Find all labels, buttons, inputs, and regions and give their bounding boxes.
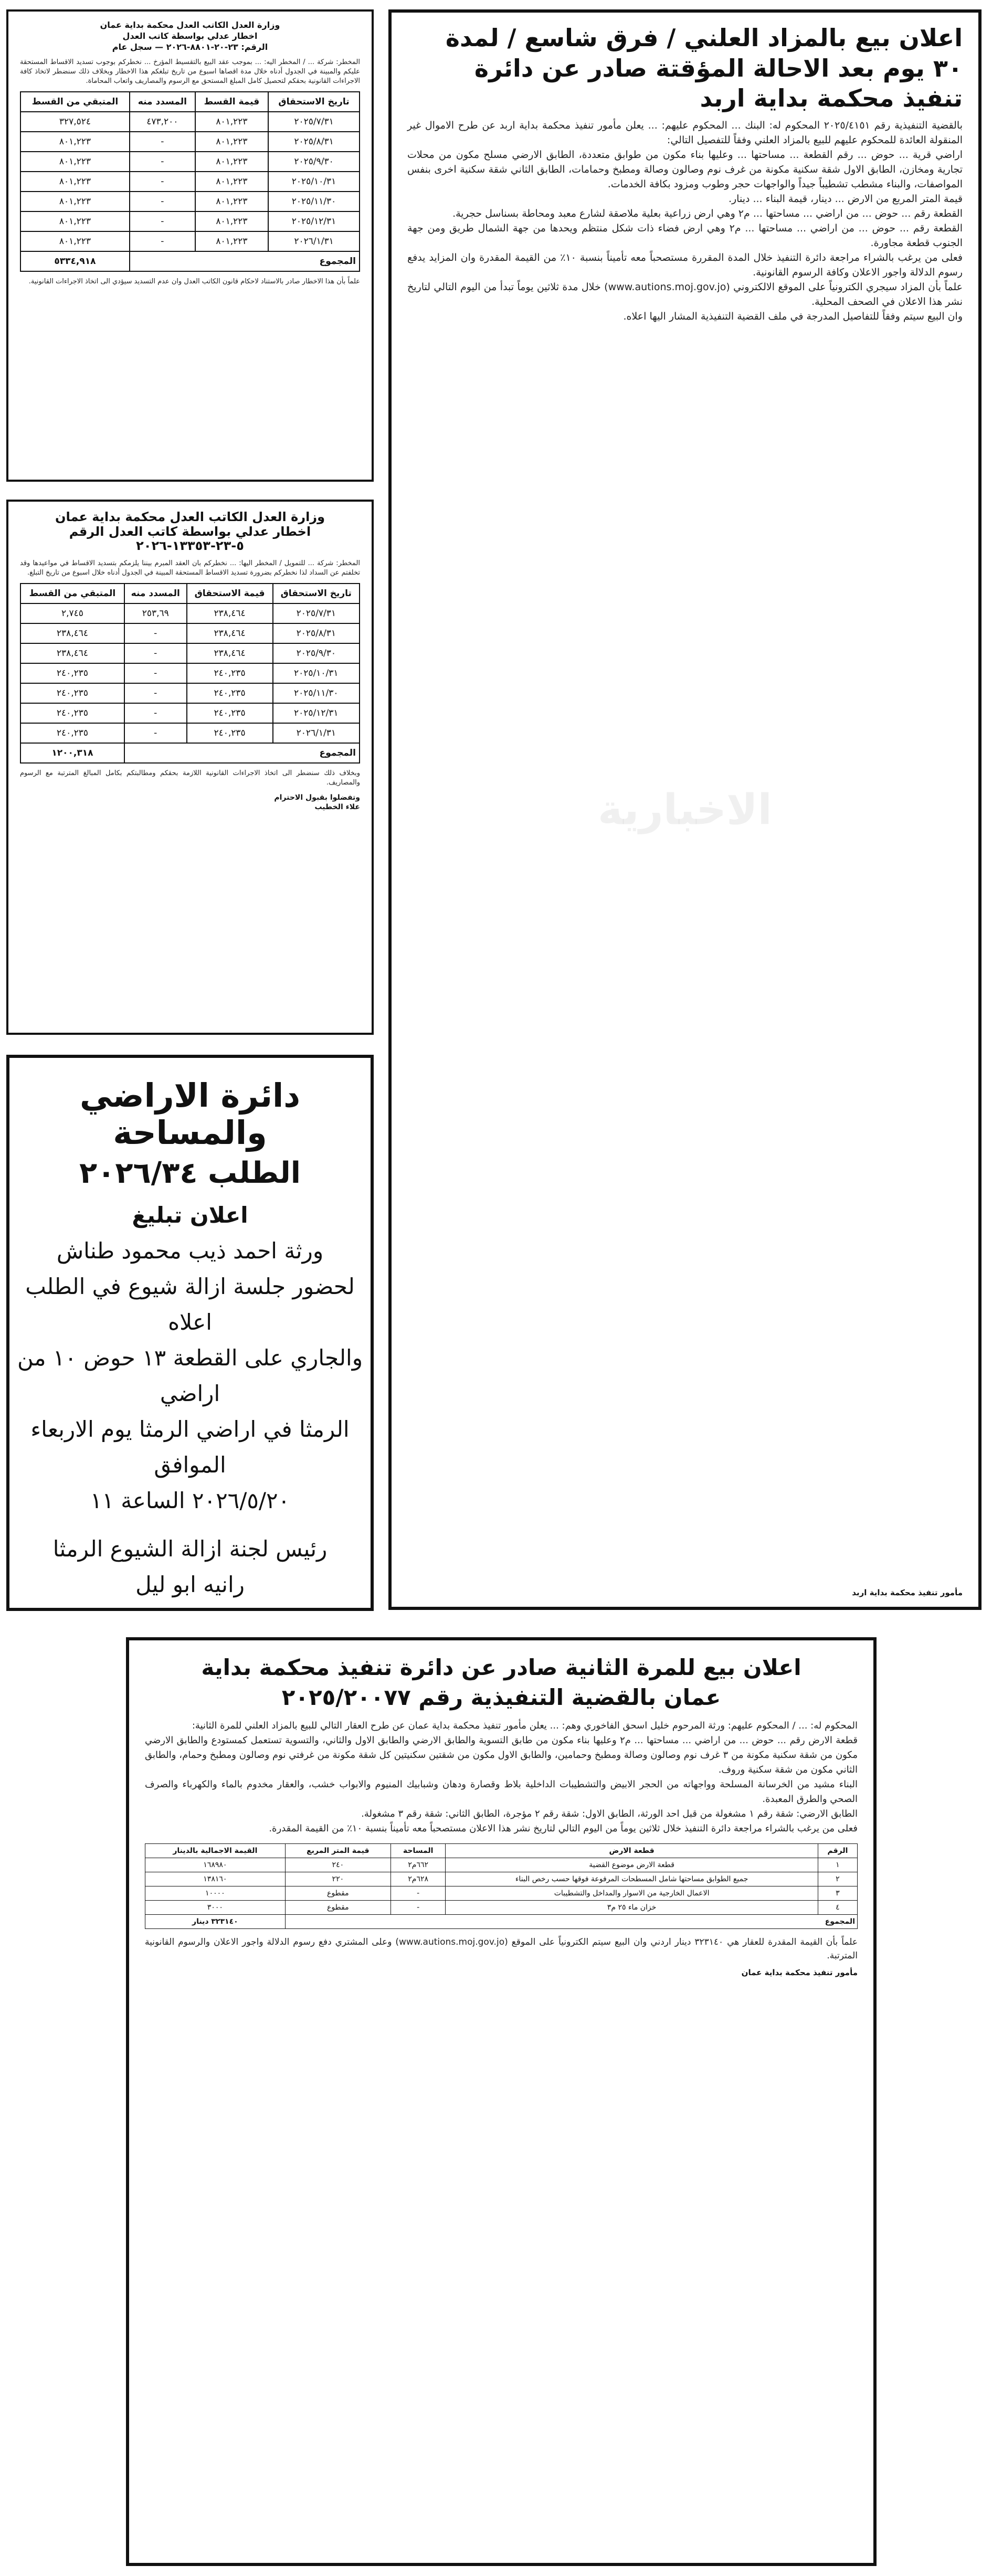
table-cell: ٣٠٠٠ <box>145 1901 286 1915</box>
table-cell: ١٦٨٩٨٠ <box>145 1858 286 1872</box>
table-total-row <box>20 743 360 763</box>
table-cell: ٢٣٨,٤٦٤ <box>187 603 273 623</box>
notary-mid-line-2: اخطار عدلي بواسطة كاتب العدل الرقم ٥-٢٣-١٣٣٥٣-٢٠٢٦ <box>69 524 311 554</box>
table-cell: ٢٠٢٥/٩/٣٠ <box>273 643 360 663</box>
table-cell: ٢٠٢٥/٨/٣١ <box>273 623 360 643</box>
watermark: الاخبارية <box>598 785 772 834</box>
land-department-notice <box>6 1055 374 1611</box>
notary-top-footer: علماً بأن هذا الاخطار صادر بالاستناد لاحكام قانون الكاتب العدل وان عدم التسديد سيؤدي الى اتخاذ الاجراءات القانونية. <box>28 278 360 286</box>
col-total-value: القيمة الاجمالية بالدينار <box>145 1844 286 1858</box>
land-line-7: رئيس لجنة ازالة الشيوع الرمثا <box>52 1535 328 1562</box>
table-cell: ٢٠٢٦/١/٣١ <box>273 723 360 743</box>
table-cell: ٢٠٢٥/١٠/٣١ <box>268 172 360 192</box>
table-cell: ٦٢٨م٢ <box>391 1872 445 1886</box>
table-row <box>145 1872 858 1886</box>
table-cell: ٢٠٢٥/١١/٣٠ <box>273 683 360 703</box>
headline-line-1: اعلان بيع بالمزاد العلني / فرق شاسع / لمدة <box>445 24 963 52</box>
table-cell: ٨٠١,٢٢٣ <box>20 192 130 211</box>
table-cell: ١٣٨١٦٠ <box>145 1872 286 1886</box>
table-row <box>145 1858 858 1872</box>
second-sale-notice <box>126 1637 877 2566</box>
table-cell: ٢٣٨,٤٦٤ <box>187 623 273 643</box>
second-sale-line-1: اعلان بيع للمرة الثانية صادر عن دائرة تنفيذ محكمة بداية <box>201 1655 801 1680</box>
table-cell: ٨٠١,٢٢٣ <box>195 211 268 231</box>
table-row <box>20 231 360 251</box>
table-row <box>20 172 360 192</box>
table-cell: مقطوع <box>285 1886 391 1901</box>
table-cell: ٤ <box>818 1901 857 1915</box>
table-cell: ٢٠٢٥/١٢/٣١ <box>273 703 360 723</box>
col-price-per-m2: قيمة المتر المربع <box>285 1844 391 1858</box>
table-cell: ٨٠١,٢٢٣ <box>195 192 268 211</box>
table-total-row <box>145 1915 858 1929</box>
col-number: الرقم <box>818 1844 857 1858</box>
table-cell: - <box>124 623 187 643</box>
table-cell: ٨٠١,٢٢٣ <box>20 152 130 172</box>
table-cell: ٤٧٣,٢٠٠ <box>130 112 195 132</box>
col-due-date: تاريخ الاستحقاق <box>273 584 360 603</box>
second-sale-headline <box>129 1640 873 1719</box>
table-row <box>20 192 360 211</box>
table-row <box>20 703 360 723</box>
table-cell: ٢٠٢٥/٩/٣٠ <box>268 152 360 172</box>
land-line-8: رانيه ابو ليل <box>135 1571 245 1597</box>
table-row <box>20 211 360 231</box>
table-cell: - <box>130 192 195 211</box>
table-cell: ٢٣٨,٤٦٤ <box>187 643 273 663</box>
notary-top-header <box>20 20 360 52</box>
table-cell: ٢٣٨,٤٦٤ <box>20 643 124 663</box>
land-line-6: ٢٠٢٦/٥/٢٠ الساعة ١١ <box>90 1487 290 1513</box>
table-cell: - <box>124 663 187 683</box>
table-cell: - <box>391 1886 445 1901</box>
table-row <box>20 623 360 643</box>
table-cell: - <box>130 172 195 192</box>
col-due-value: قيمة الاستحقاق <box>187 584 273 603</box>
total-value: ٥٣٣٤,٩١٨ <box>20 251 130 271</box>
land-line-2: ورثة احمد ذيب محمود طناش <box>56 1237 324 1264</box>
table-cell: ٢,٧٤٥ <box>20 603 124 623</box>
notary-top-table <box>20 91 360 272</box>
table-cell: ٨٠١,٢٢٣ <box>195 172 268 192</box>
table-cell: ٢٤٠,٢٣٥ <box>20 703 124 723</box>
table-cell: الاعمال الخارجية من الاسوار والمداخل والتشطيبات <box>446 1886 818 1901</box>
col-paid: المسدد منه <box>130 92 195 112</box>
table-header-row <box>145 1844 858 1858</box>
table-cell: خزان ماء ٢٥ م٣ <box>446 1901 818 1915</box>
table-row <box>20 112 360 132</box>
table-cell: ٢٠٢٥/٧/٣١ <box>273 603 360 623</box>
table-cell: ١ <box>818 1858 857 1872</box>
table-row <box>145 1901 858 1915</box>
second-sale-line-2: عمان بالقضية التنفيذية رقم ٢٠٢٥/٢٠٠٧٧ <box>281 1684 721 1710</box>
table-row <box>20 643 360 663</box>
table-cell: ٢٤٠,٢٣٥ <box>20 683 124 703</box>
notary-top-line-2: اخطار عدلي بواسطة كاتب العدل <box>122 30 258 41</box>
table-cell: ٢٣٨,٤٦٤ <box>20 623 124 643</box>
auction-headline <box>392 13 978 118</box>
table-row <box>145 1886 858 1901</box>
table-cell: - <box>124 723 187 743</box>
headline-line-2: ٣٠ يوم بعد الاحالة المؤقتة صادر عن دائرة <box>474 54 963 82</box>
land-line-5: الرمثا في اراضي الرمثا يوم الاربعاء الموافق <box>30 1416 350 1478</box>
table-cell: ٢٤٠,٢٣٥ <box>187 663 273 683</box>
table-cell: ٢٠٢٦/١/٣١ <box>268 231 360 251</box>
second-sale-after: علماً بأن القيمة المقدرة للعقار هي ٣٢٣١٤٠ دينار اردني وان البيع سيتم الكترونياً على الموقع (www.autions.moj.gov.jo) وعلى المشتري دفع رسوم الدلالة واجور الاعلان والرسوم القانونية المترتبة. <box>145 1937 858 1962</box>
table-cell: ٢٤٠,٢٣٥ <box>187 683 273 703</box>
notary-notice-top <box>6 9 374 482</box>
table-row <box>20 603 360 623</box>
notary-mid-signature: وتفضلوا بقبول الاحترام علاء الخطيب <box>274 793 360 811</box>
col-area: المساحة <box>391 1844 445 1858</box>
table-cell: ٣٢٧,٥٢٤ <box>20 112 130 132</box>
col-paid: المسدد منه <box>124 584 187 603</box>
table-cell: ٢٠٢٥/١٠/٣١ <box>273 663 360 683</box>
table-cell: جميع الطوابق مساحتها شامل المسطحات المرفوعة فوقها حسب رخص البناء <box>446 1872 818 1886</box>
total-label: المجموع <box>285 1915 857 1929</box>
table-cell: ٢٠٢٥/٨/٣١ <box>268 132 360 152</box>
main-auction-notice <box>388 9 982 1610</box>
land-dept-title: دائرة الاراضي والمساحة <box>79 1076 301 1152</box>
land-line-1: اعلان تبليغ <box>132 1202 248 1228</box>
table-cell: - <box>130 152 195 172</box>
table-cell: - <box>124 703 187 723</box>
table-cell: - <box>130 132 195 152</box>
notary-mid-table <box>20 583 360 764</box>
table-cell: - <box>391 1901 445 1915</box>
table-row <box>20 152 360 172</box>
notary-top-body: المخطر: شركة ... / المخطر اليه: ... بموجب عقد البيع بالتقسيط المؤرخ ... نخطركم بوجوب تسديد الاقساط المستحقة عليكم والمبينة في الجدول أدناه خلال مدة اقصاها اسبوع من تاريخ تبلغكم هذا الاخطار وبخلاف ذلك سنضطر لاتخاذ كافة الاجراءات القانونية بحقكم لتحصيل كامل المبلغ المستحق مع الرسوم والمصاريف واتعاب المحاماة. <box>20 58 360 86</box>
table-cell: ٨٠١,٢٢٣ <box>195 231 268 251</box>
table-cell: ٨٠١,٢٢٣ <box>195 152 268 172</box>
land-line-4: والجاري على القطعة ١٣ حوض ١٠ من اراضي <box>17 1344 363 1406</box>
table-cell: ٣ <box>818 1886 857 1901</box>
table-cell: ٢٠٢٥/٧/٣١ <box>268 112 360 132</box>
table-cell: ٨٠١,٢٢٣ <box>20 132 130 152</box>
auction-footer: مأمور تنفيذ محكمة بداية اربد <box>852 1588 963 1597</box>
total-value: ١٢٠٠,٣١٨ <box>20 743 124 763</box>
table-cell: ٢٤٠,٢٣٥ <box>187 703 273 723</box>
table-header-row <box>20 92 360 112</box>
total-label: المجموع <box>124 743 360 763</box>
land-line-3: لحضور جلسة ازالة شيوع في الطلب اعلاه <box>25 1273 355 1335</box>
notary-notice-middle <box>6 500 374 1035</box>
table-header-row <box>20 584 360 603</box>
table-cell: ٢٤٠,٢٣٥ <box>20 663 124 683</box>
table-cell: ٢ <box>818 1872 857 1886</box>
col-due-date: تاريخ الاستحقاق <box>268 92 360 112</box>
table-cell: ٢٥٣,٦٩ <box>124 603 187 623</box>
second-sale-body: المحكوم له: ... / المحكوم عليهم: ورثة المرحوم خليل اسحق الفاخوري وهم: ... يعلن مأمور تنفيذ محكمة بداية عمان عن طرح العقار التالي للبيع بالمزاد العلني للمرة الثانية: قطعة الارض رقم ... حوض ... من اراضي ... مساحتها ... م٢ وعليها بناء مكون من طابق التسوية والطابق الارضي والطابق الاول والثاني، والتسوية تستعمل كمستودع والطابق الارضي مكون من شقة سكنية مكونة من ٣ غرف نوم وصالون وصالة ومطبخ وحمامين، والطابق الاول مكون من شقتين سكنيتين كل شقة مكونة من غرفتي نوم وصالون ومطبخ وحمام، والطابق الثاني مكون من شقة سكنية وروف. البناء مشيد من الخرسانة المسلحة وواجهاته من الحجر الابيض والتشطيبات الداخلية بلاط وقصارة ودهان وشبابيك المنيوم والابواب خشب، والعقار مخدوم بالماء والكهرباء والصرف الصحي والطرق المعبدة. الطابق الارضي: شقة رقم ١ مشغولة من قبل احد الورثة، الطابق الاول: شقة رقم ٢ مؤجرة، الطابق الثاني: شقة رقم ٣ مشغولة. فعلى من يرغب بالشراء مراجعة دائرة التنفيذ خلال ثلاثين يوماً من اليوم التالي لتاريخ نشر هذا الاعلان مستصحباً معه تأميناً بنسبة ١٠٪ من القيمة المقدرة. <box>145 1720 858 1835</box>
table-cell: ٨٠١,٢٢٣ <box>20 211 130 231</box>
second-sale-table <box>145 1843 858 1929</box>
notary-mid-body: المخطر: شركة ... للتمويل / المخطر اليها: ... نخطركم بان العقد المبرم بيننا يلزمكم بتسديد الاقساط في مواعيدها وقد تخلفتم عن السداد لذا نخطركم بضرورة تسديد الاقساط المستحقة المبينة في الجدول أدناه خلال اسبوع من تاريخ التبلغ. <box>20 559 360 577</box>
table-cell: - <box>130 211 195 231</box>
table-cell: ٨٠١,٢٢٣ <box>195 132 268 152</box>
total-label: المجموع <box>130 251 360 271</box>
table-cell: - <box>124 683 187 703</box>
table-cell: قطعة الارض موضوع القضية <box>446 1858 818 1872</box>
second-sale-footer: مأمور تنفيذ محكمة بداية عمان <box>741 1968 858 1978</box>
table-cell: - <box>124 643 187 663</box>
land-request-number: الطلب ٢٠٢٦/٣٤ <box>79 1156 301 1190</box>
table-row <box>20 683 360 703</box>
table-cell: ٨٠١,٢٢٣ <box>20 231 130 251</box>
table-cell: مقطوع <box>285 1901 391 1915</box>
total-value: ٣٢٣١٤٠ دينار <box>145 1915 286 1929</box>
notary-mid-line-1: وزارة العدل الكاتب العدل محكمة بداية عمان <box>55 510 325 524</box>
col-remaining: المتبقي من القسط <box>20 92 130 112</box>
table-cell: ٢٤٠ <box>285 1858 391 1872</box>
table-cell: - <box>130 231 195 251</box>
table-cell: ٦٦٢م٢ <box>391 1858 445 1872</box>
notary-mid-header <box>20 510 360 554</box>
auction-body-text: بالقضية التنفيذية رقم ٢٠٢٥/٤١٥١ المحكوم له: البنك ... المحكوم عليهم: ... يعلن مأمور تنفيذ محكمة بداية اربد عن طرح الاموال غير المنقولة العائدة للمحكوم عليهم للبيع بالمزاد العلني وفقاً للتفصيل التالي: اراضي قرية ... حوض ... رقم القطعة ... مساحتها ... وعليها بناء مكون من طوابق متعددة، الطابق الارضي مسلح مكون من محلات تجارية ومخازن، الطابق الاول شقة سكنية مكونة من غرف نوم وصالون وصالة ومطبخ وحمامات، الطابق الثاني شقة سكنية اخرى بنفس المواصفات، والبناء مشطب تشطيباً جيداً والواجهات حجر وطوب ومزود بكافة الخدمات. قيمة المتر المربع من الارض ... دينار، قيمة البناء ... دينار. القطعة رقم ... حوض ... من اراضي ... مساحتها ... م٢ وهي ارض زراعية بعلية ملاصقة لشارع معبد ومحاطة بسناسل حجرية. القطعة رقم ... حوض ... من اراضي ... مساحتها ... م٢ وهي ارض فضاء ذات شكل منتظم ويحدها من جهة الشمال طريق ومن جهة الجنوب قطعة مجاورة. فعلى من يرغب بالشراء مراجعة دائرة التنفيذ خلال المدة المقررة مستصحباً معه تأميناً بنسبة ١٠٪ من القيمة المقدرة وان المزايد يدفع رسوم الدلالة واجور الاعلان وكافة الرسوم القانونية. علماً بأن المزاد سيجري الكترونياً على الموقع الالكتروني (www.autions.moj.gov.jo) خلال مدة ثلاثين يوماً تبدأ من اليوم التالي لتاريخ نشر هذا الاعلان في الصحف المحلية. وان البيع سيتم وفقاً للتفاصيل المدرجة في ملف القضية التنفيذية المشار اليها اعلاه. <box>407 119 963 322</box>
col-land: قطعة الارض <box>446 1844 818 1858</box>
notary-top-line-1: وزارة العدل الكاتب العدل محكمة بداية عمان <box>100 20 280 30</box>
col-remaining: المتبقي من القسط <box>20 584 124 603</box>
table-cell: ٢٢٠ <box>285 1872 391 1886</box>
land-notice-body <box>9 1197 371 1603</box>
table-cell: ٢٠٢٥/١٢/٣١ <box>268 211 360 231</box>
table-total-row <box>20 251 360 271</box>
table-row <box>20 723 360 743</box>
notary-top-line-3: الرقم: ٢٣-٢٠-٨٨٠١-٢٠٢٦ — سجل عام <box>112 41 268 52</box>
table-cell: ٨٠١,٢٢٣ <box>195 112 268 132</box>
headline-line-3: تنفيذ محكمة بداية اربد <box>700 84 963 112</box>
table-row <box>20 663 360 683</box>
table-cell: ١٠٠٠٠ <box>145 1886 286 1901</box>
table-cell: ٨٠١,٢٢٣ <box>20 172 130 192</box>
table-cell: ٢٤٠,٢٣٥ <box>20 723 124 743</box>
col-installment-value: قيمة القسط <box>195 92 268 112</box>
table-cell: ٢٤٠,٢٣٥ <box>187 723 273 743</box>
table-cell: ٢٠٢٥/١١/٣٠ <box>268 192 360 211</box>
table-row <box>20 132 360 152</box>
notary-mid-footer: وبخلاف ذلك سنضطر الى اتخاذ الاجراءات القانونية اللازمة بحقكم ومطالبتكم بكامل المبالغ المترتبة مع الرسوم والمصاريف. <box>20 769 360 787</box>
